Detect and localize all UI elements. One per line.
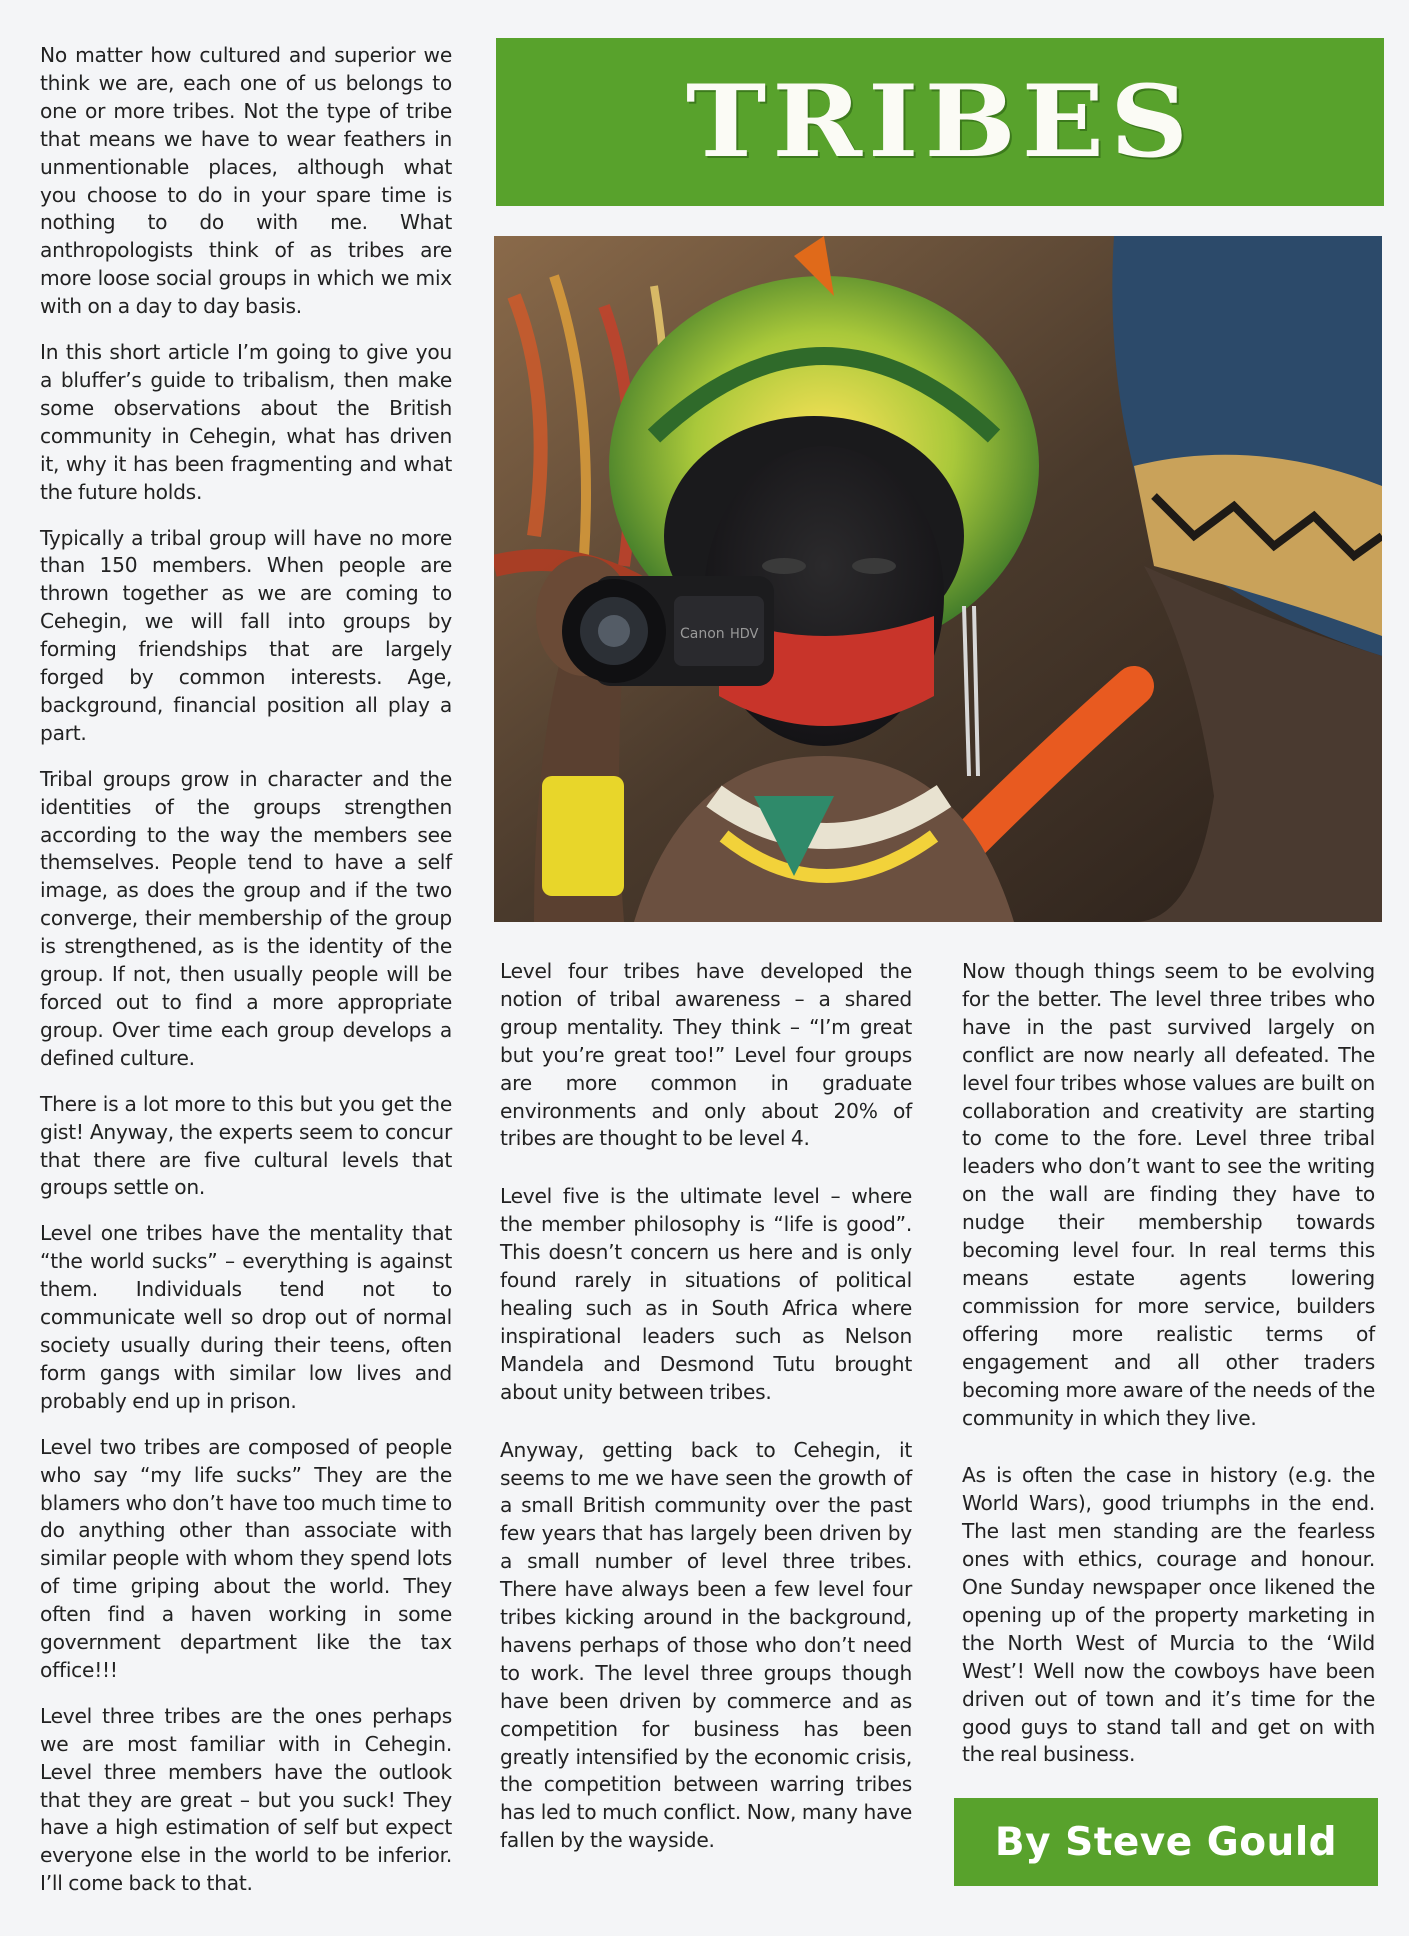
paragraph: No matter how cultured and superior we think we are, each one of us belongs to one or more tribes. Not the type of tribe that means we have to wear feathers in unmentionable places, although what you choose to do in your spare time is nothing to do with me. What anthropologists think of as tribes are more loose social groups in which we mix with on a day to day basis. bbox=[40, 43, 452, 319]
paragraph: Level three tribes are the ones perhaps we are most familiar with in Cehegin. Level three members have the outlook that they are great – but you suck! They have a high estimation of self but expect everyone else in the world to be inferior. I’ll come back to that. bbox=[40, 1703, 452, 1896]
article-photo bbox=[494, 236, 1382, 922]
paragraph: Level one tribes have the mentality that “the world sucks” – everything is against them. Individuals tend not to communicate well so drop out of normal society usually during their teens, often form gangs with similar low lives and probably end up in prison. bbox=[40, 1221, 452, 1413]
paragraph: Level five is the ultimate level – where the member philosophy is “life is good”. This doesn’t concern us here and is only found rarely in situations of political healing such as in South Africa where inspirational leaders such as Nelson Mandela and Desmond Tutu brought about unity between tribes. bbox=[500, 1184, 912, 1404]
paragraph: Anyway, getting back to Cehegin, it seems to me we have seen the growth of a small British community over the past few years that has largely been driven by a small number of level three tribes. There have always been a few level four tribes kicking around in the background, havens perhaps of those who don’t need to work. The level three groups though have been driven by commerce and as competition for business has been greatly intensified by the economic crisis, the competition between warring tribes has led to much conflict. Now, many have fallen by the wayside. bbox=[500, 1437, 912, 1853]
title-banner bbox=[496, 38, 1384, 206]
paragraph: Tribal groups grow in character and the identities of the groups strengthen according to the way the members see themselves. People tend to have a self image, as does the group and if the two converge, their membership of the group is strengthened, as is the identity of the group. If not, then usually people will be forced out to find a more appropriate group. Over time each group develops a defined culture. bbox=[40, 766, 452, 1070]
byline-box bbox=[954, 1798, 1378, 1886]
paragraph: In this short article I’m going to give you a bluffer’s guide to tribalism, then make some observations about the British community in Cehegin, what has driven it, why it has been fragmenting and what the future holds. bbox=[40, 340, 452, 504]
author-byline: By Steve Gould bbox=[994, 1819, 1338, 1865]
camera-model-label: HDV bbox=[730, 627, 759, 642]
camera-brand-label: Canon bbox=[680, 626, 725, 642]
paragraph: Level two tribes are composed of people who say “my life sucks” They are the blamers who don’t have too much time to do anything other than associate with similar people with whom they spend lots of time griping about the world. They often find a haven working in some government department like the tax office!!! bbox=[40, 1434, 452, 1682]
left-column bbox=[40, 42, 452, 1916]
paragraph: Now though things seem to be evolving for the better. The level three tribes who have in the past survived largely on conflict are now nearly all defeated. The level four tribes whose values are built on collaboration and creativity are starting to come to the fore. Level three tribal leaders who don’t want to see the writing on the wall are finding they have to nudge their membership towards becoming level four. In real terms this means estate agents lowering commission for more service, builders offering more realistic terms of engagement and all other traders becoming more aware of the needs of the community in which they live. bbox=[962, 959, 1375, 1430]
tribal-photo-illustration bbox=[494, 236, 1382, 922]
article-title: TRIBES bbox=[685, 64, 1195, 180]
middle-column bbox=[500, 958, 912, 1885]
paragraph: Level four tribes have developed the notion of tribal awareness – a shared group mentality. They think – “I’m great but you’re great too!” Level four groups are more common in graduate environments and only about 20% of tribes are thought to be level 4. bbox=[500, 959, 912, 1151]
paragraph: As is often the case in history (e.g. the World Wars), good triumphs in the end. The last men standing are the fearless ones with ethics, courage and honour. One Sunday newspaper once likened the opening up of the property marketing in the North West of Murcia to the ‘Wild West’! Well now the cowboys have been driven out of town and it’s time for the good guys to stand tall and get on with the real business. bbox=[962, 1463, 1375, 1767]
paragraph: Typically a tribal group will have no more than 150 members. When people are thrown together as we are coming to Cehegin, we will fall into groups by forming friendships that are largely forged by common interests. Age, background, financial position all play a part. bbox=[40, 525, 452, 745]
right-column bbox=[962, 958, 1375, 1799]
yellow-bracelet bbox=[542, 776, 624, 896]
paragraph: There is a lot more to this but you get the gist! Anyway, the experts seem to concur that there are five cultural levels that groups settle on. bbox=[40, 1091, 452, 1200]
video-camera bbox=[562, 576, 774, 686]
